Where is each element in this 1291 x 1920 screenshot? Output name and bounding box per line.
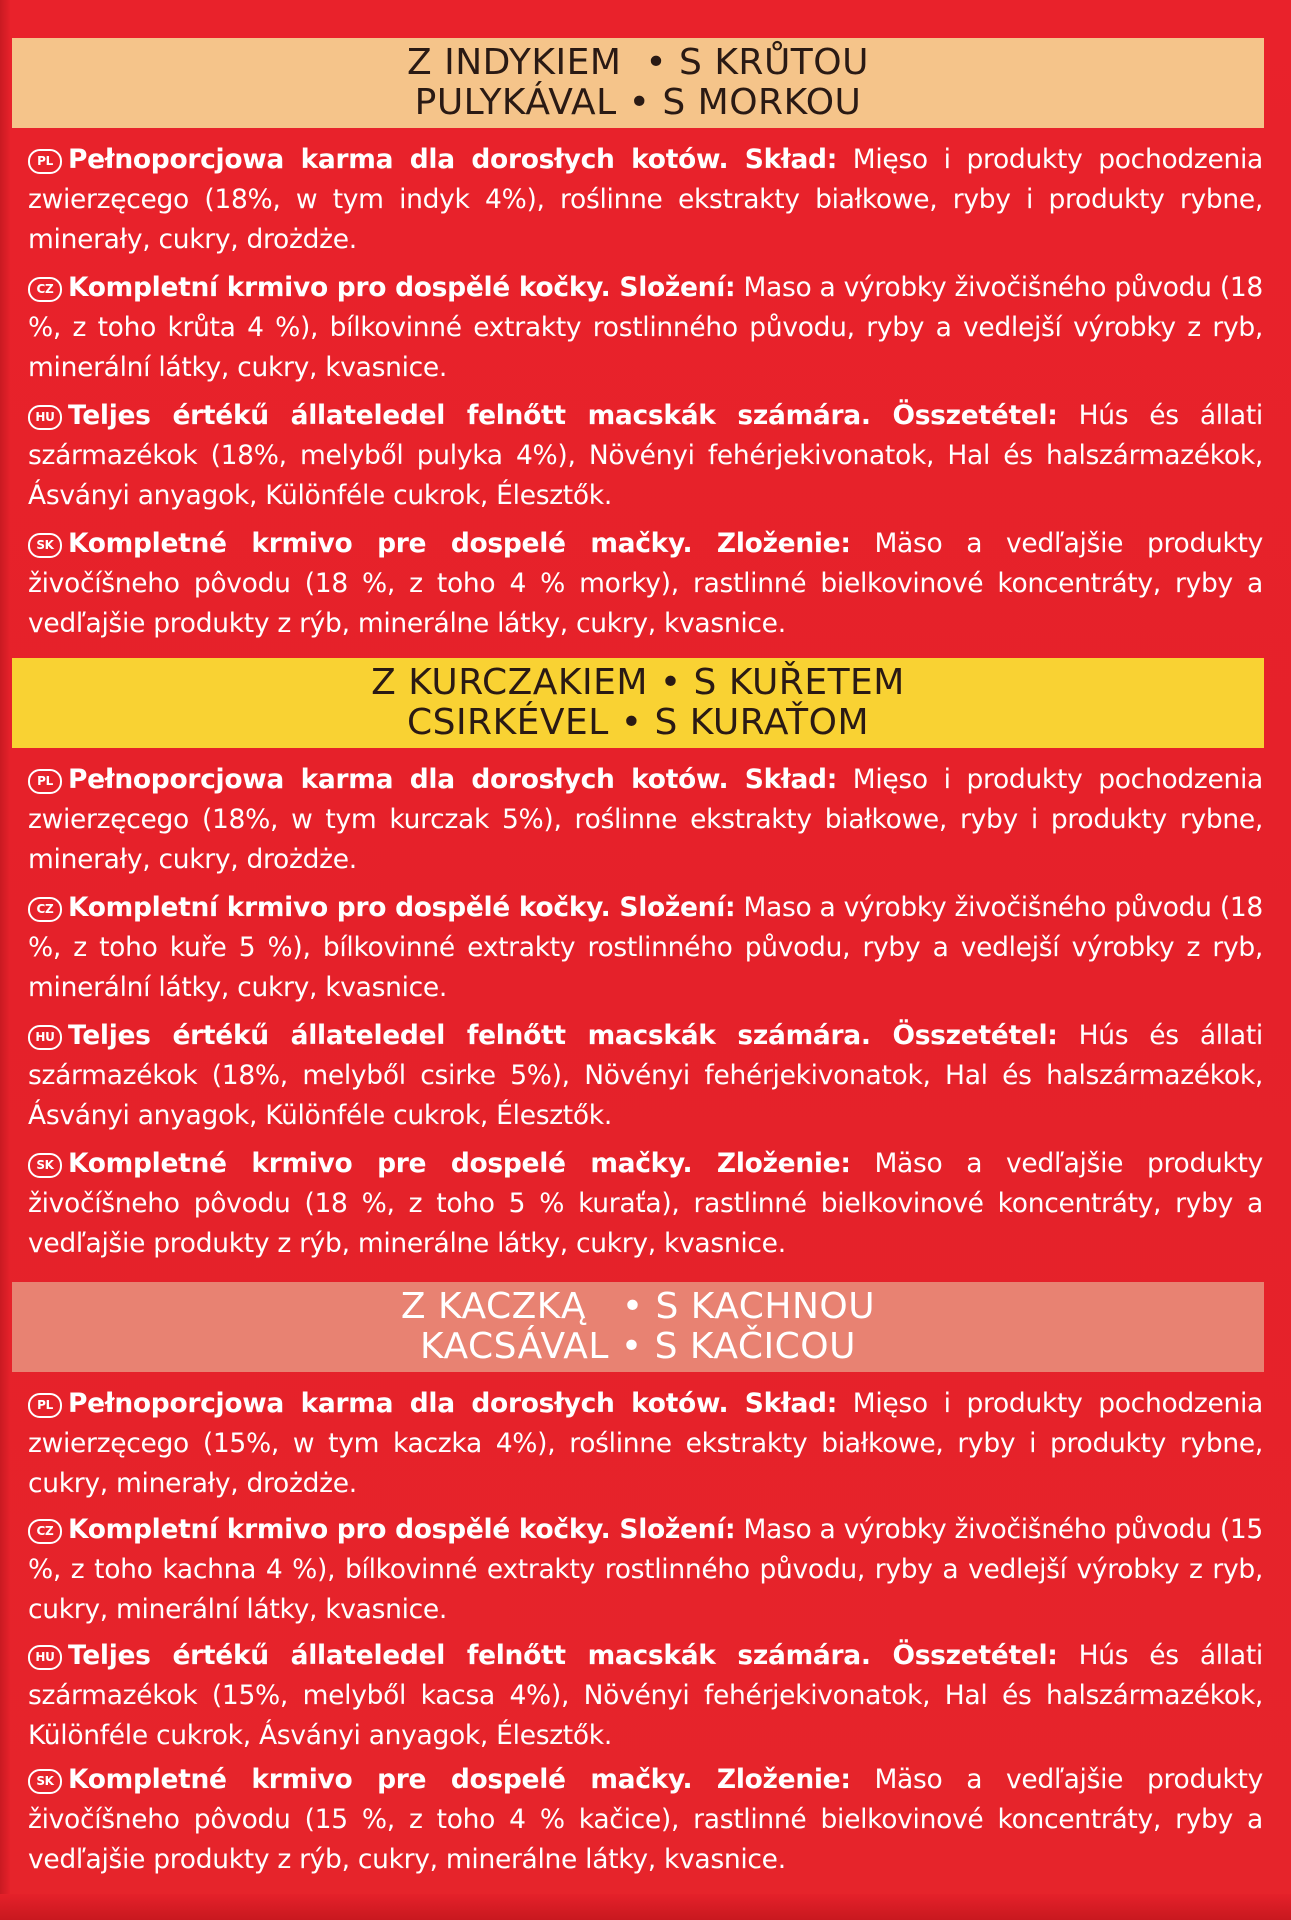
composition-lead: Teljes értékű állateledel felnőtt macskák számára. Összetétel: [68,1640,1058,1671]
composition-text: Mäso a vedľajšie produkty živočíšneho pôvodu (18 %, z toho 5 % kuraťa), rastlinné bielkovinové koncentráty, ryby a vedľajšie produkty z rýb, minerálne látky, cukry, kvasnice. [28,1148,1263,1259]
banner-duck-line2: KACSÁVAL • S KAČICOU [420,1326,856,1367]
composition-hu-chicken [28,1016,1263,1136]
hu-flag-icon: HU [28,1025,62,1050]
composition-text: Mäso a vedľajšie produkty živočíšneho pôvodu (18 %, z toho 4 % morky), rastlinné bielkovinové koncentráty, ryby a vedľajšie produkty z rýb, minerálne látky, cukry, kvasnice. [28,528,1263,639]
banner-chicken-line1: Z KURCZAKIEM • S KUŘETEM [371,662,905,703]
pl-flag-icon: PL [28,769,62,794]
banner-turkey-line1: Z INDYKIEM • S KRŮTOU [407,42,869,83]
composition-sk-chicken [28,1144,1263,1264]
banner-duck [12,1282,1264,1372]
sk-flag-icon: SK [28,1153,62,1178]
composition-text: Mięso i produkty pochodzenia zwierzęcego (18%, w tym indyk 4%), roślinne ekstrakty białkowe, ryby i produkty rybne, minerały, cukry, drożdże. [28,144,1263,255]
composition-lead: Kompletné krmivo pre dospelé mačky. Zloženie: [68,1148,851,1179]
composition-cz-turkey [28,268,1263,388]
sk-flag-icon: SK [28,1769,62,1794]
package-edge-bottom [0,1894,1291,1920]
hu-flag-icon: HU [28,1645,62,1670]
composition-lead: Pełnoporcjowa karma dla dorosłych kotów. Skład: [68,1388,837,1419]
hu-flag-icon: HU [28,405,62,430]
composition-sk-turkey [28,524,1263,644]
composition-pl-turkey [28,140,1263,260]
composition-sk-duck [28,1760,1263,1880]
composition-text: Hús és állati származékok (18%, melyből pulyka 4%), Növényi fehérjekivonatok, Hal és halszármazékok, Ásványi anyagok, Különféle cukrok, Élesztők. [28,400,1263,511]
banner-chicken-line2: CSIRKÉVEL • S KURAŤOM [406,702,870,743]
composition-lead: Pełnoporcjowa karma dla dorosłych kotów. Skład: [68,144,837,175]
composition-lead: Kompletné krmivo pre dospelé mačky. Zloženie: [68,528,851,559]
composition-lead: Pełnoporcjowa karma dla dorosłych kotów. Skład: [68,764,837,795]
composition-cz-chicken [28,888,1263,1008]
composition-text: Mięso i produkty pochodzenia zwierzęcego (18%, w tym kurczak 5%), roślinne ekstrakty białkowe, ryby i produkty rybne, minerały, cukry, drożdże. [28,764,1263,875]
composition-hu-duck [28,1636,1263,1756]
composition-lead: Kompletní krmivo pro dospělé kočky. Složení: [68,892,736,923]
banner-turkey-line2: PULYKÁVAL • S MORKOU [414,82,862,123]
composition-lead: Kompletní krmivo pro dospělé kočky. Složení: [68,272,736,303]
banner-chicken [12,658,1264,748]
composition-text: Maso a výrobky živočišného původu (15 %, z toho kachna 4 %), bílkovinné extrakty rostlinného původu, ryby a vedlejší výrobky z ryb, cukry, minerální látky, kvasnice. [28,1514,1263,1625]
composition-text: Mäso a vedľajšie produkty živočíšneho pôvodu (15 %, z toho 4 % kačice), rastlinné bielkovinové koncentráty, ryby a vedľajšie produkty z rýb, cukry, minerálne látky, kvasnice. [28,1764,1263,1875]
composition-pl-chicken [28,760,1263,880]
composition-lead: Teljes értékű állateledel felnőtt macskák számára. Összetétel: [68,400,1058,431]
composition-hu-turkey [28,396,1263,516]
composition-text: Hús és állati származékok (18%, melyből csirke 5%), Növényi fehérjekivonatok, Hal és halszármazékok, Ásványi anyagok, Különféle cukrok, Élesztők. [28,1020,1263,1131]
composition-text: Maso a výrobky živočišného původu (18 %, z toho kuře 5 %), bílkovinné extrakty rostlinného původu, ryby a vedlejší výrobky z ryb, minerální látky, cukry, kvasnice. [28,892,1263,1003]
cz-flag-icon: CZ [28,277,62,302]
banner-turkey [12,38,1264,128]
composition-lead: Teljes értékű állateledel felnőtt macskák számára. Összetétel: [68,1020,1058,1051]
cz-flag-icon: CZ [28,897,62,922]
sk-flag-icon: SK [28,533,62,558]
composition-text: Hús és állati származékok (15%, melyből kacsa 4%), Növényi fehérjekivonatok, Hal és halszármazékok, Különféle cukrok, Ásványi anyagok, Élesztők. [28,1640,1263,1751]
pl-flag-icon: PL [28,1393,62,1418]
composition-pl-duck [28,1384,1263,1504]
cz-flag-icon: CZ [28,1519,62,1544]
package-edge-left [0,0,10,1920]
banner-duck-line1: Z KACZKĄ • S KACHNOU [400,1286,876,1327]
composition-cz-duck [28,1510,1263,1630]
composition-text: Mięso i produkty pochodzenia zwierzęcego (15%, w tym kaczka 4%), roślinne ekstrakty białkowe, ryby i produkty rybne, cukry, minerały, drożdże. [28,1388,1263,1499]
composition-text: Maso a výrobky živočišného původu (18 %, z toho krůta 4 %), bílkovinné extrakty rostlinného původu, ryby a vedlejší výrobky z ryb, minerální látky, cukry, kvasnice. [28,272,1263,383]
pl-flag-icon: PL [28,149,62,174]
composition-lead: Kompletní krmivo pro dospělé kočky. Složení: [68,1514,736,1545]
composition-lead: Kompletné krmivo pre dospelé mačky. Zloženie: [68,1764,851,1795]
